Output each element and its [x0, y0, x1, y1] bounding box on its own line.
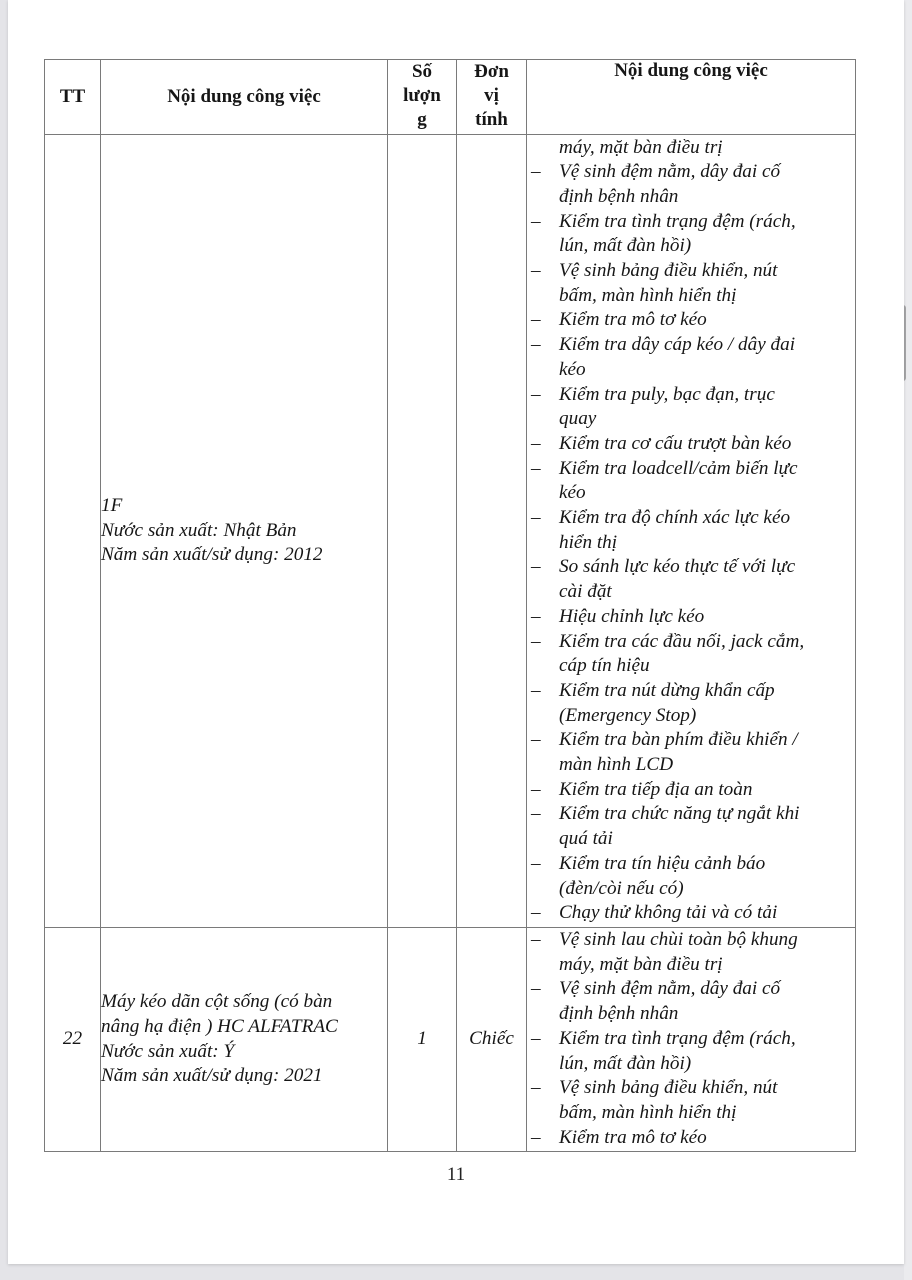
header-unit-line: Đơn — [474, 61, 509, 82]
row-quantity: 1 — [388, 928, 457, 1152]
dash-bullet-icon: – — [531, 978, 541, 1000]
task-item — [527, 630, 855, 679]
task-text-line: bấm, màn hình hiển thị — [559, 284, 737, 306]
header-quantity-line: g — [417, 109, 427, 130]
description-line: nâng hạ điện ) HC ALFATRAC — [101, 1015, 338, 1037]
task-text-line: quay — [559, 408, 597, 430]
dash-bullet-icon: – — [531, 803, 541, 825]
table-row — [45, 928, 856, 1152]
row-tt: 22 — [45, 928, 101, 1152]
row-unit: Chiếc — [457, 928, 527, 1152]
description-line: 1F — [101, 494, 123, 516]
task-list — [527, 928, 855, 1150]
header-content: Nội dung công việc — [101, 60, 388, 135]
task-item — [527, 728, 855, 777]
row-tt — [45, 135, 101, 928]
task-text-line: Kiểm tra dây cáp kéo / dây đai — [559, 334, 796, 356]
task-text-line: Kiểm tra nút dừng khẩn cấp — [559, 679, 775, 701]
dash-bullet-icon: – — [531, 507, 541, 529]
table-header-row — [45, 60, 856, 135]
task-text-line: kéo — [559, 358, 586, 380]
task-item — [527, 432, 855, 457]
dash-bullet-icon: – — [531, 630, 541, 652]
task-item — [527, 333, 855, 382]
header-quantity — [388, 60, 457, 135]
task-text-line: So sánh lực kéo thực tế với lực — [559, 556, 796, 578]
task-text-line: Kiểm tra chức năng tự ngắt khi — [559, 803, 800, 825]
task-text-line: Kiểm tra tín hiệu cảnh báo — [559, 852, 766, 874]
dash-bullet-icon: – — [531, 556, 541, 578]
dash-bullet-icon: – — [531, 1077, 541, 1099]
work-content-table — [44, 59, 856, 1152]
task-item — [527, 928, 855, 977]
dash-bullet-icon: – — [531, 260, 541, 282]
dash-bullet-icon: – — [531, 383, 541, 405]
task-text-line: định bệnh nhân — [559, 1003, 679, 1025]
task-text-line: Vệ sinh lau chùi toàn bộ khung — [559, 929, 798, 950]
task-item — [527, 160, 855, 209]
task-text-line: Vệ sinh đệm nằm, dây đai cố — [559, 978, 781, 1000]
header-quantity-line: Số — [411, 61, 433, 82]
row-description — [101, 928, 388, 1152]
dash-bullet-icon: – — [531, 852, 541, 874]
row-quantity — [388, 135, 457, 928]
task-text-line: máy, mặt bàn điều trị — [559, 953, 723, 975]
header-tasks: Nội dung công việc — [527, 60, 856, 135]
task-text-line: kéo — [559, 482, 586, 504]
dash-bullet-icon: – — [531, 605, 541, 627]
description-line: Nước sản xuất: Nhật Bản — [101, 519, 297, 541]
task-text-line: Kiểm tra mô tơ kéo — [559, 1126, 707, 1148]
continued-task-line: máy, mặt bàn điều trị — [559, 136, 723, 158]
task-list — [527, 160, 855, 926]
row-unit — [457, 135, 527, 928]
task-text-line: hiển thị — [559, 531, 618, 553]
task-item — [527, 1076, 855, 1125]
task-text-line: Vệ sinh bảng điều khiển, nút — [559, 260, 778, 282]
task-text-line: Kiểm tra bàn phím điều khiển / — [559, 729, 798, 751]
task-item — [527, 802, 855, 851]
dash-bullet-icon: – — [531, 679, 541, 701]
row-tasks — [527, 135, 856, 928]
task-item — [527, 259, 855, 308]
dash-bullet-icon: – — [531, 902, 541, 924]
dash-bullet-icon: – — [531, 432, 541, 454]
task-text-line: lún, mất đàn hồi) — [559, 1052, 692, 1074]
task-text-line: quá tải — [559, 828, 613, 850]
dash-bullet-icon: – — [531, 1027, 541, 1049]
task-text-line: Vệ sinh bảng điều khiển, nút — [559, 1077, 778, 1099]
row-description — [101, 135, 388, 928]
task-text-line: Chạy thử không tải và có tải — [559, 902, 778, 924]
dash-bullet-icon: – — [531, 729, 541, 751]
task-text-line: Kiểm tra tình trạng đệm (rách, — [559, 210, 796, 232]
task-text-line: cài đặt — [559, 581, 612, 603]
header-unit — [457, 60, 527, 135]
task-item — [527, 383, 855, 432]
task-item — [527, 210, 855, 259]
description-line: Nước sản xuất: Ý — [101, 1040, 235, 1062]
task-item — [527, 679, 855, 728]
task-text-line: Kiểm tra độ chính xác lực kéo — [559, 507, 791, 529]
task-text-line: (Emergency Stop) — [559, 704, 697, 726]
page-number: 11 — [446, 1164, 466, 1185]
header-quantity-line: lượn — [403, 85, 441, 106]
task-text-line: Kiểm tra các đầu nối, jack cắm, — [559, 630, 805, 652]
dash-bullet-icon: – — [531, 1126, 541, 1148]
task-text-line: bấm, màn hình hiển thị — [559, 1101, 737, 1123]
task-item — [527, 1126, 855, 1151]
task-text-line: (đèn/còi nếu có) — [559, 877, 684, 899]
description-line: Năm sản xuất/sử dụng: 2021 — [101, 1065, 323, 1087]
task-item — [527, 1027, 855, 1076]
task-text-line: màn hình LCD — [559, 754, 674, 776]
description-line: Máy kéo dãn cột sống (có bàn — [101, 991, 333, 1013]
task-item — [527, 852, 855, 901]
task-text-line: Kiểm tra tiếp địa an toàn — [559, 778, 753, 800]
dash-bullet-icon: – — [531, 457, 541, 479]
task-text-line: Kiểm tra tình trạng đệm (rách, — [559, 1027, 796, 1049]
task-text-line: Hiệu chỉnh lực kéo — [559, 605, 705, 627]
dash-bullet-icon: – — [531, 929, 541, 950]
dash-bullet-icon: – — [531, 161, 541, 183]
task-text-line: định bệnh nhân — [559, 185, 679, 207]
dash-bullet-icon: – — [531, 309, 541, 331]
task-item — [527, 555, 855, 604]
row-tasks — [527, 928, 856, 1152]
task-text-line: cáp tín hiệu — [559, 655, 650, 677]
task-item — [527, 977, 855, 1026]
task-item — [527, 778, 855, 803]
task-item — [527, 457, 855, 506]
task-item — [527, 308, 855, 333]
viewer-gutter — [904, 0, 912, 1280]
task-text-line: lún, mất đàn hồi) — [559, 235, 692, 257]
dash-bullet-icon: – — [531, 210, 541, 232]
description-line: Năm sản xuất/sử dụng: 2012 — [101, 544, 323, 566]
task-text-line: Kiểm tra puly, bạc đạn, trục — [559, 383, 775, 405]
task-item — [527, 901, 855, 926]
header-unit-line: tính — [475, 109, 508, 130]
header-unit-line: vị — [484, 85, 499, 106]
table-row — [45, 135, 856, 928]
task-text-line: Kiểm tra mô tơ kéo — [559, 309, 707, 331]
dash-bullet-icon: – — [531, 334, 541, 356]
header-tt: TT — [45, 60, 101, 135]
task-text-line: Kiểm tra loadcell/cảm biến lực — [559, 457, 798, 479]
task-text-line: Vệ sinh đệm nằm, dây đai cố — [559, 161, 781, 183]
task-item — [527, 605, 855, 630]
task-text-line: Kiểm tra cơ cấu trượt bàn kéo — [559, 432, 792, 454]
task-item — [527, 506, 855, 555]
dash-bullet-icon: – — [531, 778, 541, 800]
